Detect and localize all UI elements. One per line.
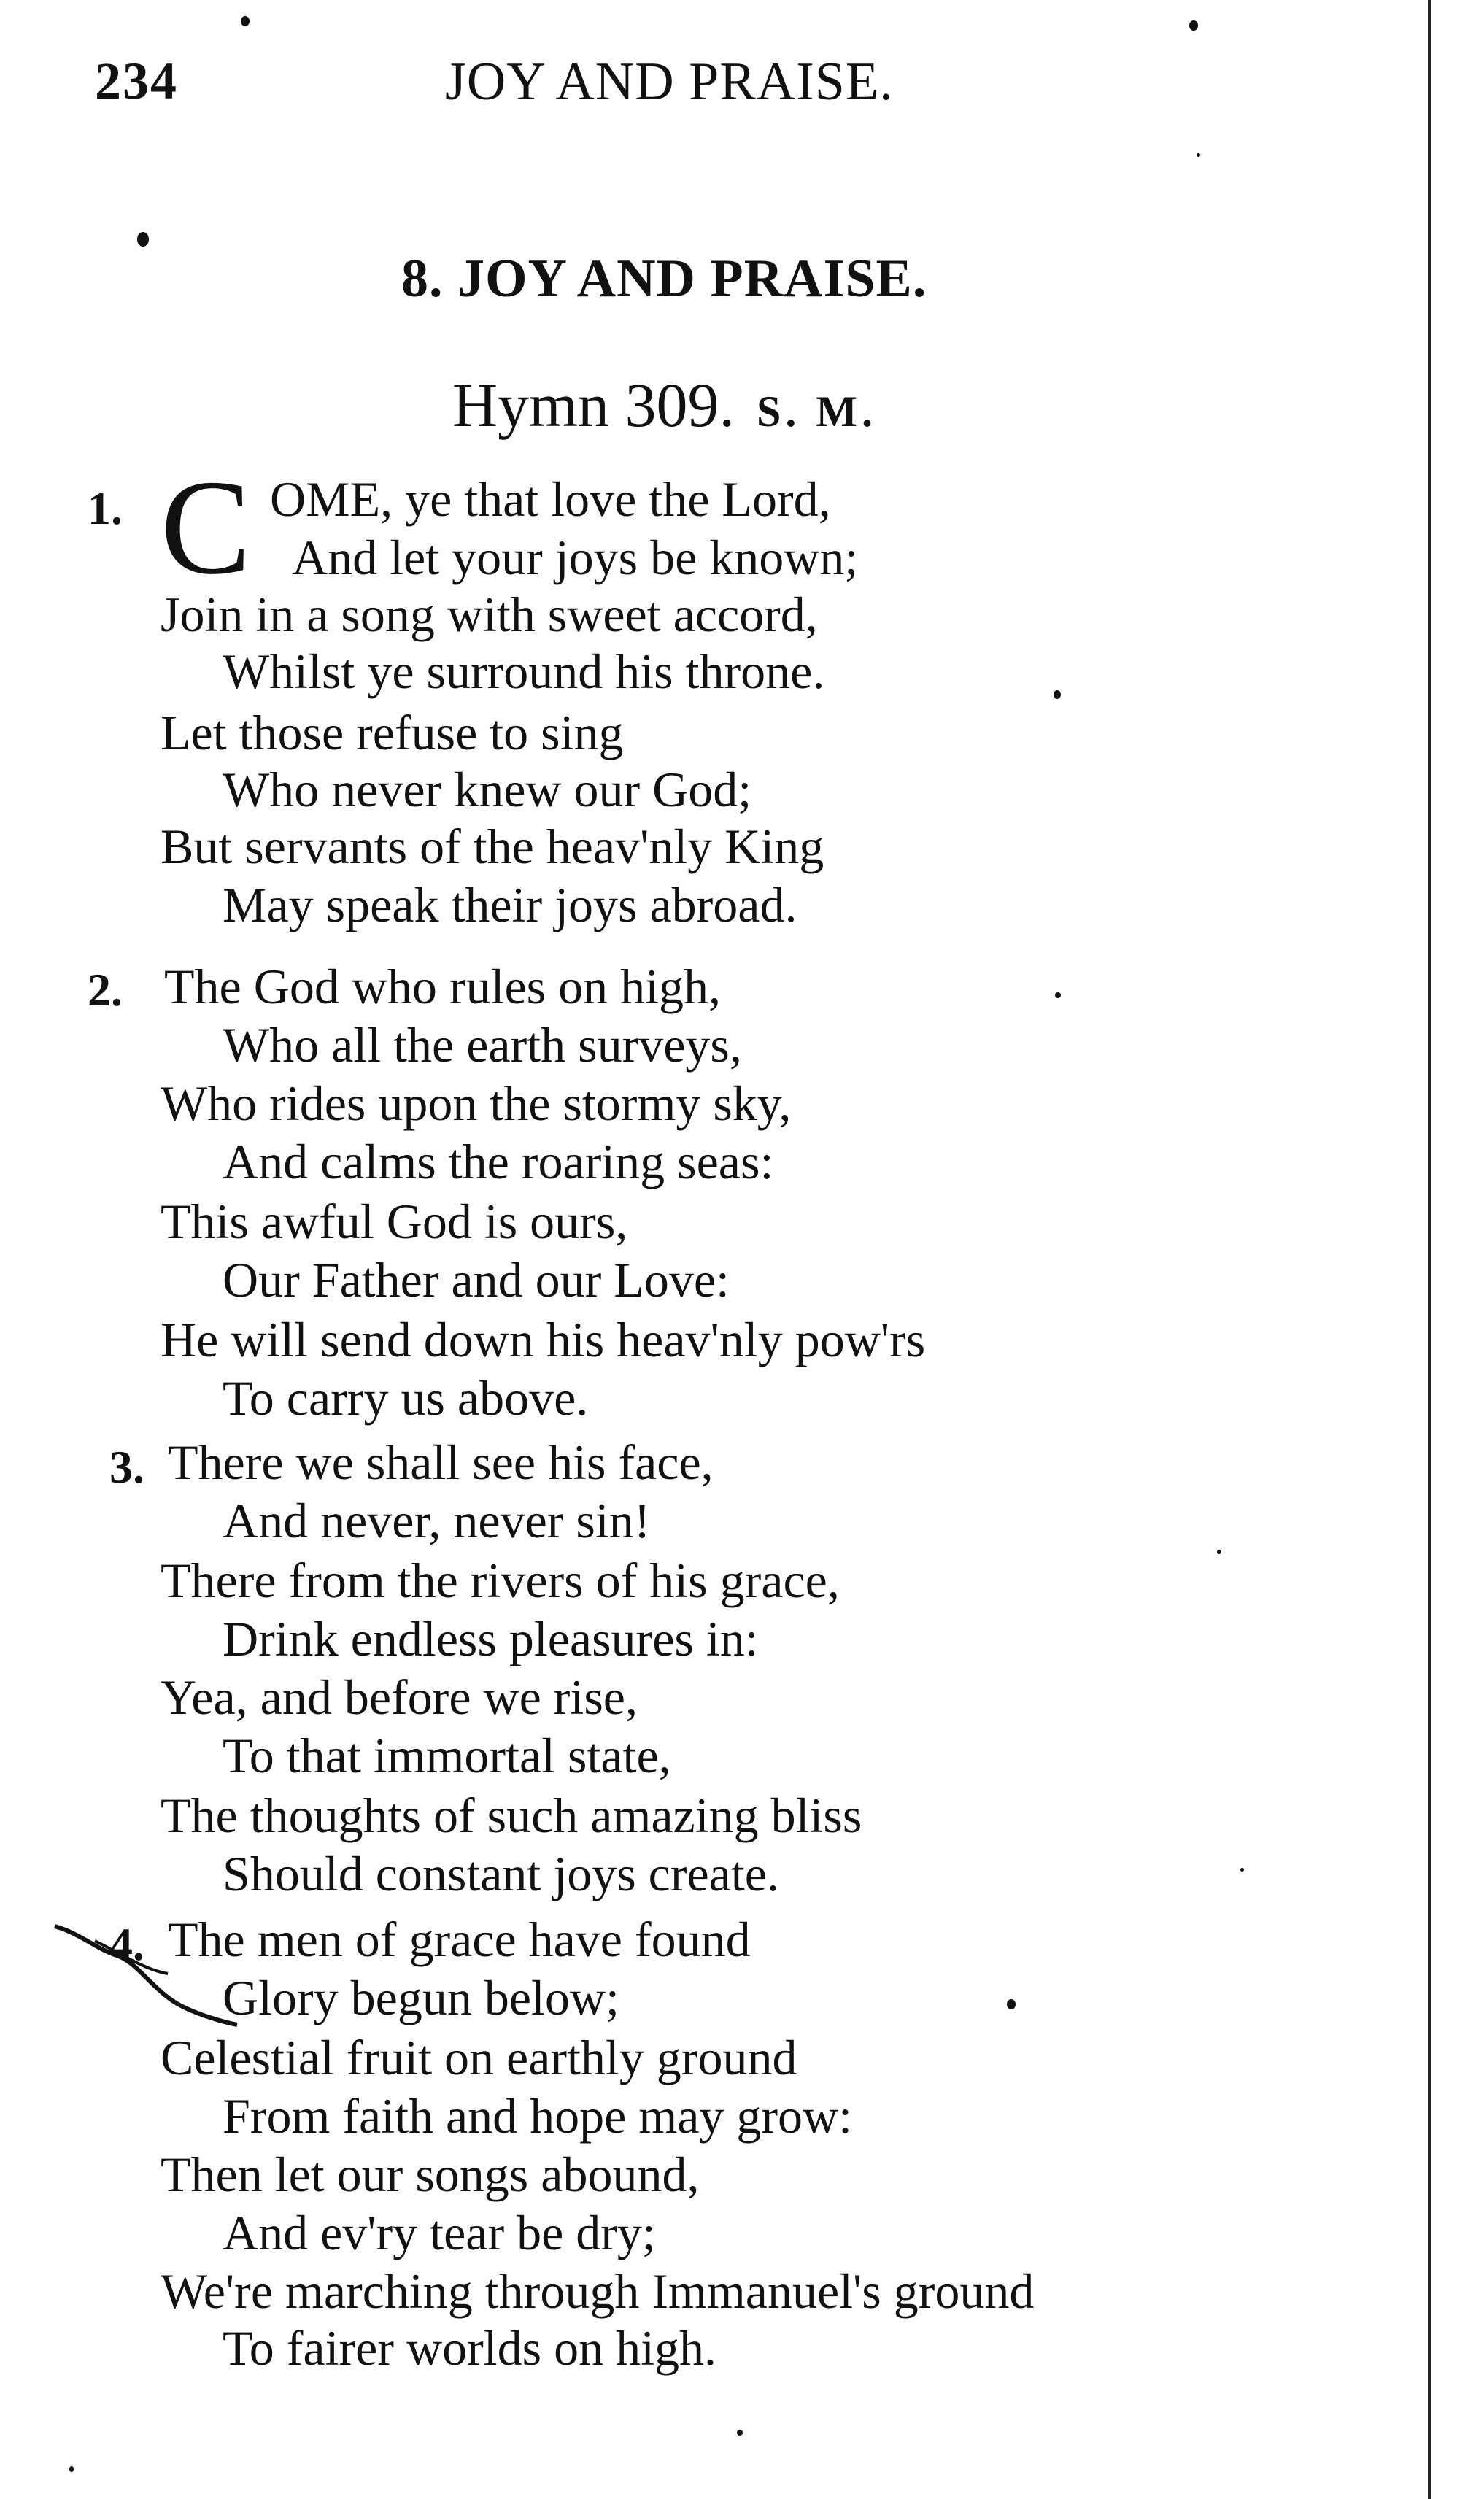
ink-speck bbox=[737, 2430, 743, 2436]
stanza-number: 4. bbox=[109, 1918, 144, 1970]
running-title: JOY AND PRAISE. bbox=[445, 52, 894, 112]
verse-line: And let your joys be known; bbox=[292, 530, 859, 585]
ink-speck bbox=[1197, 153, 1200, 157]
hymn-meter: S. M. bbox=[757, 387, 877, 436]
ink-speck bbox=[1240, 1868, 1244, 1872]
page-edge-rule bbox=[1428, 0, 1431, 2499]
verse-line: Yea, and before we rise, bbox=[161, 1669, 638, 1725]
page-number: 234 bbox=[95, 52, 178, 110]
verse-line: There from the rivers of his grace, bbox=[161, 1553, 840, 1608]
verse-line: Celestial fruit on earthly ground bbox=[161, 2030, 797, 2085]
verse-line: May speak their joys abroad. bbox=[223, 877, 797, 932]
ink-speck bbox=[69, 2466, 74, 2472]
verse-line: The God who rules on high, bbox=[164, 959, 722, 1014]
hymn-heading bbox=[452, 368, 877, 441]
stanza-number: 2. bbox=[88, 964, 123, 1016]
ink-speck bbox=[1217, 1550, 1221, 1554]
ink-speck bbox=[241, 16, 250, 26]
verse-line: The thoughts of such amazing bliss bbox=[161, 1788, 862, 1843]
hymn-title: Hymn 309. bbox=[452, 370, 735, 440]
verse-line: And ev'ry tear be dry; bbox=[223, 2205, 656, 2260]
verse-line: This awful God is ours, bbox=[161, 1194, 628, 1249]
verse-line: Who never knew our God; bbox=[223, 762, 752, 817]
stanza-number: 3. bbox=[109, 1441, 144, 1493]
verse-line: To carry us above. bbox=[223, 1370, 589, 1426]
verse-line: Then let our songs abound, bbox=[161, 2147, 700, 2202]
verse-line: Glory begun below; bbox=[223, 1970, 619, 2025]
verse-line: Who rides upon the stormy sky, bbox=[161, 1075, 792, 1131]
verse-line: And calms the roaring seas: bbox=[223, 1134, 774, 1189]
verse-line: Drink endless pleasures in: bbox=[223, 1611, 759, 1666]
running-header bbox=[95, 51, 1335, 117]
drop-cap: C bbox=[161, 452, 252, 603]
verse-line: Whilst ye surround his throne. bbox=[223, 644, 825, 699]
verse-line: To that immortal state, bbox=[223, 1728, 671, 1783]
verse-line: Our Father and our Love: bbox=[223, 1252, 730, 1308]
verse-line: Let those refuse to sing bbox=[161, 705, 624, 760]
ink-speck bbox=[1054, 690, 1061, 699]
ink-speck bbox=[137, 232, 149, 247]
verse-line: And never, never sin! bbox=[223, 1493, 651, 1548]
verse-line: Who all the earth surveys, bbox=[223, 1017, 742, 1073]
stanza-number: 1. bbox=[88, 482, 123, 534]
ink-speck bbox=[1189, 20, 1198, 31]
verse-line: From faith and hope may grow: bbox=[223, 2088, 853, 2144]
verse-line: There we shall see his face, bbox=[168, 1434, 714, 1490]
section-title: 8. JOY AND PRAISE. bbox=[401, 249, 927, 309]
verse-line: OME, ye that love the Lord, bbox=[270, 471, 831, 527]
verse-line: But servants of the heav'nly King bbox=[161, 819, 824, 874]
ink-speck bbox=[1007, 1999, 1016, 2009]
verse-line: The men of grace have found bbox=[168, 1912, 751, 1967]
verse-line: He will send down his heav'nly pow'rs bbox=[161, 1312, 926, 1367]
verse-line: We're marching through Immanuel's ground bbox=[161, 2263, 1035, 2319]
pen-scratch-mark bbox=[51, 1912, 241, 2028]
verse-line: Join in a song with sweet accord, bbox=[161, 587, 818, 642]
verse-line: To fairer worlds on high. bbox=[223, 2320, 716, 2376]
verse-line: Should constant joys create. bbox=[223, 1846, 779, 1901]
ink-speck bbox=[1055, 992, 1061, 998]
